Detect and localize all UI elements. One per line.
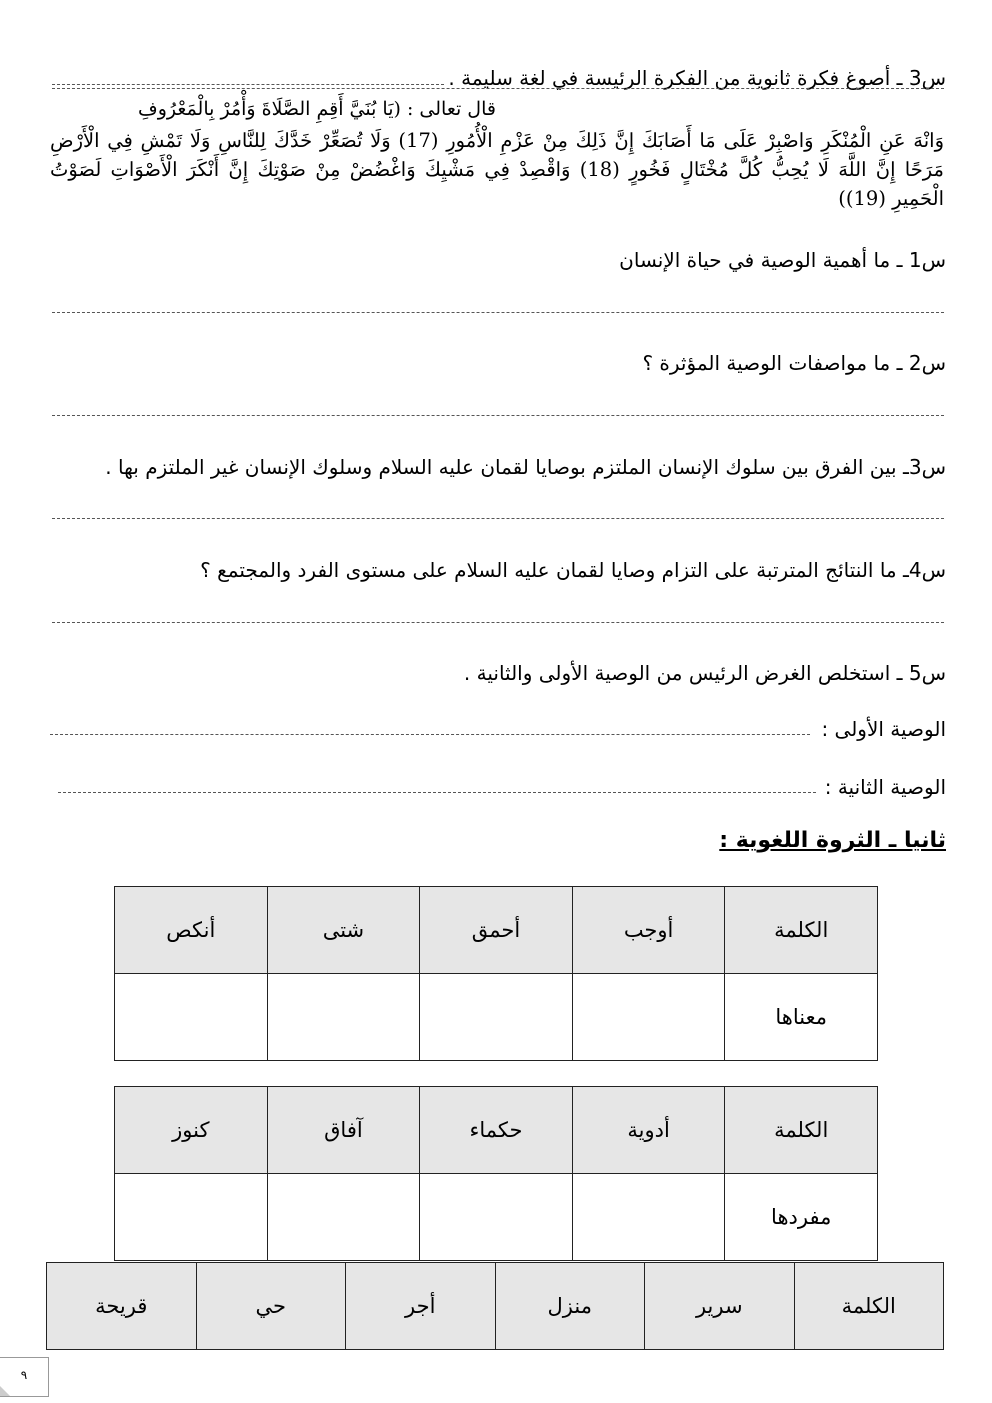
question-3: س3ـ بين الفرق بين سلوك الإنسان الملتزم بوصايا لقمان عليه السلام وسلوك الإنسان غير الملتزم بها .: [105, 455, 946, 479]
page-number-box: [0, 1357, 49, 1397]
answer-cell[interactable]: [267, 1174, 420, 1261]
question-1: س1 ـ ما أهمية الوصية في حياة الإنسان: [619, 248, 946, 272]
vocab-table-plurals: [46, 1262, 944, 1350]
table-cell-word: آفاق: [267, 1087, 420, 1174]
answer-cell[interactable]: [420, 974, 573, 1061]
answer-cell[interactable]: [267, 974, 420, 1061]
verse-intro: قال تعالى : (يَا بُنَيَّ أَقِمِ الصَّلَاةَ وَأْمُرْ بِالْمَعْرُوفِ: [138, 98, 496, 120]
page-number: ٩: [20, 1368, 28, 1382]
vocab-table-meanings: [114, 886, 878, 1061]
table-cell-label: الكلمة: [725, 1087, 878, 1174]
answer-cell[interactable]: [115, 1174, 268, 1261]
table-cell-word: أنكص: [115, 887, 268, 974]
table-cell-word: كنوز: [115, 1087, 268, 1174]
answer-cell[interactable]: [420, 1174, 573, 1261]
page-curl-icon: [0, 1386, 10, 1396]
table-cell-word: أحمق: [420, 887, 573, 974]
table-cell-word: أوجب: [572, 887, 725, 974]
first-advice-label: الوصية الأولى :: [821, 717, 946, 741]
table-cell-word: حكماء: [420, 1087, 573, 1174]
answer-line: [52, 84, 444, 85]
question-5: س5 ـ استخلص الغرض الرئيس من الوصية الأولى والثانية .: [463, 661, 946, 685]
answer-line[interactable]: [52, 415, 944, 416]
answer-line: [52, 88, 944, 89]
vocab-table-singulars: [114, 1086, 878, 1261]
answer-cell[interactable]: [115, 974, 268, 1061]
question-4: س4ـ ما النتائج المترتبة على التزام وصايا لقمان عليه السلام على مستوى الفرد والمجتمع ؟: [200, 558, 946, 582]
quran-verse: وَانْهَ عَنِ الْمُنْكَرِ وَاصْبِرْ عَلَى مَا أَصَابَكَ إِنَّ ذَلِكَ مِنْ عَزْمِ الْأُمُورِ (17) وَلَا تُصَعِّرْ خَدَّكَ لِلنَّاسِ وَلَا تَمْشِ فِي الْأَرْضِ مَرَحًا إِنَّ اللَّهَ لَا يُحِبُّ كُلَّ مُخْتَالٍ فَخُورٍ (18) وَاقْصِدْ فِي مَشْيِكَ وَاغْضُضْ مِنْ صَوْتِكَ إِنَّ أَنْكَرَ الْأَصْوَاتِ لَصَوْتُ الْحَمِيرِ (19)): [50, 129, 944, 210]
answer-line[interactable]: [52, 622, 944, 623]
section-heading: ثانيا ـ الثروة اللغوية :: [719, 828, 946, 853]
answer-cell[interactable]: [572, 1174, 725, 1261]
table-cell-label: معناها: [725, 974, 878, 1061]
answer-line[interactable]: [58, 792, 816, 793]
answer-line[interactable]: [52, 518, 944, 519]
answer-cell[interactable]: [572, 974, 725, 1061]
table-cell-label: الكلمة: [725, 887, 878, 974]
question-2: س2 ـ ما مواصفات الوصية المؤثرة ؟: [642, 351, 946, 375]
second-advice-label: الوصية الثانية :: [824, 775, 946, 799]
table-cell-label: الكلمة: [794, 1263, 944, 1350]
table-cell-word: منزل: [495, 1263, 645, 1350]
answer-line[interactable]: [52, 312, 944, 313]
table-cell-word: شتى: [267, 887, 420, 974]
table-cell-label: مفردها: [725, 1174, 878, 1261]
table-cell-word: قريحة: [47, 1263, 197, 1350]
table-cell-word: أجر: [346, 1263, 496, 1350]
table-cell-word: أدوية: [572, 1087, 725, 1174]
table-cell-word: سرير: [645, 1263, 795, 1350]
question-3-top: س3 ـ أصوغ فكرة ثانوية من الفكرة الرئيسة في لغة سليمة .: [448, 66, 946, 90]
table-cell-word: حي: [196, 1263, 346, 1350]
answer-line[interactable]: [50, 734, 810, 735]
